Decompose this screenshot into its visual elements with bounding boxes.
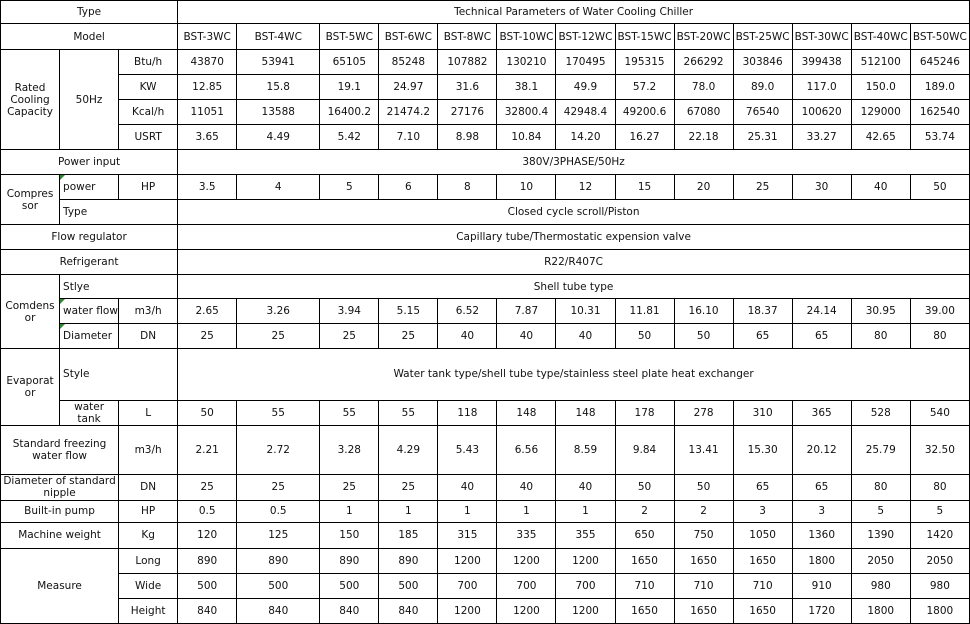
value-cell: 150 [320,522,379,548]
value-cell: 55 [379,400,438,425]
value-cell: 148 [497,400,556,425]
value-cell: 1200 [556,548,615,573]
value-cell: 500 [379,573,438,598]
pump-row [1,500,970,522]
unit-cell: HP [119,175,178,200]
value-cell: 7.87 [497,299,556,324]
value-cell: 6.56 [497,425,556,474]
value-cell: 162540 [910,100,969,125]
unit-cell: Kcal/h [119,100,178,125]
value-cell: 40 [497,474,556,500]
value-cell: 980 [910,573,969,598]
condenser-label: Comdens or [1,275,60,349]
value-cell: 189.0 [910,75,969,100]
value-cell: 10 [497,175,556,200]
value-cell: 700 [438,573,497,598]
value-cell: 40 [851,175,910,200]
value-cell: 57.2 [615,75,674,100]
flow-regulator-row [1,225,970,250]
refrigerant-row [1,250,970,275]
value-cell: 303846 [733,50,792,75]
value-cell: 67080 [674,100,733,125]
value-cell: 43870 [178,50,237,75]
model-label: Model [1,24,178,50]
unit-cell: DN [119,324,178,349]
model-cell: BST-50WC [910,24,969,50]
condenser-flow-label: water flow [60,299,119,324]
value-cell: 30 [792,175,851,200]
value-cell: 25 [237,324,320,349]
value-cell: 710 [733,573,792,598]
value-cell: 3.28 [320,425,379,474]
value-cell: 840 [237,598,320,623]
value-cell: 315 [438,522,497,548]
unit-cell: USRT [119,125,178,150]
value-cell: 840 [379,598,438,623]
model-cell: BST-40WC [851,24,910,50]
model-cell: BST-5WC [320,24,379,50]
condenser-style-row [1,275,970,299]
value-cell: 80 [910,324,969,349]
value-cell: 148 [556,400,615,425]
value-cell: 500 [237,573,320,598]
value-cell: 3 [792,500,851,522]
power-input-row [1,150,970,175]
value-cell: 2 [674,500,733,522]
value-cell: 40 [438,474,497,500]
value-cell: 3.94 [320,299,379,324]
table-title: Technical Parameters of Water Cooling Chiller [178,1,970,24]
value-cell: 5 [320,175,379,200]
evaporator-style-label: Style [60,349,178,400]
value-cell: 1200 [438,598,497,623]
condenser-diameter-label: Diameter [60,324,119,349]
value-cell: 6 [379,175,438,200]
value-cell: 3.65 [178,125,237,150]
nipple-row [1,474,970,500]
value-cell: 25 [379,324,438,349]
value-cell: 40 [556,324,615,349]
value-cell: 15 [615,175,674,200]
unit-cell: DN [119,474,178,500]
value-cell: 49200.6 [615,100,674,125]
measure-label: Measure [1,548,119,623]
model-cell: BST-6WC [379,24,438,50]
value-cell: 15.30 [733,425,792,474]
value-cell: 24.14 [792,299,851,324]
water-tank-row [1,400,970,425]
kw-row [1,75,970,100]
compressor-power-label: power [60,175,119,200]
value-cell: 195315 [615,50,674,75]
value-cell: 910 [792,573,851,598]
value-cell: 13.41 [674,425,733,474]
value-cell: 1420 [910,522,969,548]
unit-cell: m3/h [119,299,178,324]
value-cell: 700 [556,573,615,598]
pump-label: Built-in pump [1,500,119,522]
value-cell: 40 [438,324,497,349]
value-cell: 2050 [910,548,969,573]
value-cell: 20.12 [792,425,851,474]
frequency-label: 50Hz [60,50,119,150]
value-cell: 65105 [320,50,379,75]
value-cell: 16.27 [615,125,674,150]
value-cell: 89.0 [733,75,792,100]
value-cell: 6.52 [438,299,497,324]
value-cell: 76540 [733,100,792,125]
value-cell: 890 [320,548,379,573]
value-cell: 53941 [237,50,320,75]
power-input-value: 380V/3PHASE/50Hz [178,150,970,175]
value-cell: 170495 [556,50,615,75]
refrigerant-label: Refrigerant [1,250,178,275]
water-tank-label: water tank [60,400,119,425]
value-cell: 40 [497,324,556,349]
btu-row [1,50,970,75]
value-cell: 1 [379,500,438,522]
value-cell: 14.20 [556,125,615,150]
evaporator-label: Evaporat or [1,349,60,425]
compressor-type-label: Type [60,200,178,225]
value-cell: 13588 [237,100,320,125]
value-cell: 40 [556,474,615,500]
unit-cell: Wide [119,573,178,598]
value-cell: 10.84 [497,125,556,150]
value-cell: 25 [320,324,379,349]
value-cell: 1650 [733,548,792,573]
value-cell: 355 [556,522,615,548]
value-cell: 107882 [438,50,497,75]
value-cell: 645246 [910,50,969,75]
value-cell: 4 [237,175,320,200]
value-cell: 890 [237,548,320,573]
value-cell: 8.98 [438,125,497,150]
model-cell: BST-25WC [733,24,792,50]
value-cell: 278 [674,400,733,425]
value-cell: 20 [674,175,733,200]
value-cell: 100620 [792,100,851,125]
unit-cell: Btu/h [119,50,178,75]
value-cell: 32800.4 [497,100,556,125]
unit-cell: KW [119,75,178,100]
value-cell: 3.26 [237,299,320,324]
model-cell: BST-15WC [615,24,674,50]
value-cell: 750 [674,522,733,548]
value-cell: 80 [851,324,910,349]
value-cell: 2.65 [178,299,237,324]
value-cell: 85248 [379,50,438,75]
condenser-style-label: Stlye [60,275,178,299]
model-row [1,24,970,50]
value-cell: 33.27 [792,125,851,150]
value-cell: 65 [792,474,851,500]
value-cell: 365 [792,400,851,425]
long-row [1,548,970,573]
value-cell: 710 [615,573,674,598]
value-cell: 55 [237,400,320,425]
value-cell: 890 [178,548,237,573]
value-cell: 335 [497,522,556,548]
value-cell: 120 [178,522,237,548]
model-cell: BST-8WC [438,24,497,50]
condenser-style-value: Shell tube type [178,275,970,299]
value-cell: 1200 [497,598,556,623]
value-cell: 1 [497,500,556,522]
value-cell: 130210 [497,50,556,75]
value-cell: 25 [320,474,379,500]
value-cell: 24.97 [379,75,438,100]
value-cell: 5.42 [320,125,379,150]
value-cell: 25 [733,175,792,200]
value-cell: 500 [320,573,379,598]
value-cell: 50 [615,324,674,349]
value-cell: 25 [237,474,320,500]
value-cell: 266292 [674,50,733,75]
power-input-label: Power input [1,150,178,175]
value-cell: 25 [178,474,237,500]
value-cell: 540 [910,400,969,425]
value-cell: 4.49 [237,125,320,150]
unit-cell: Height [119,598,178,623]
unit-cell: Kg [119,522,178,548]
model-cell: BST-3WC [178,24,237,50]
value-cell: 500 [178,573,237,598]
unit-cell: HP [119,500,178,522]
value-cell: 1800 [910,598,969,623]
value-cell: 117.0 [792,75,851,100]
value-cell: 0.5 [178,500,237,522]
value-cell: 12 [556,175,615,200]
value-cell: 1800 [851,598,910,623]
value-cell: 22.18 [674,125,733,150]
nipple-label: Diameter of standard nipple [1,474,119,500]
value-cell: 10.31 [556,299,615,324]
value-cell: 890 [379,548,438,573]
value-cell: 399438 [792,50,851,75]
value-cell: 1800 [792,548,851,573]
value-cell: 55 [320,400,379,425]
value-cell: 1050 [733,522,792,548]
standard-water-flow-label: Standard freezing water flow [1,425,119,474]
value-cell: 21474.2 [379,100,438,125]
value-cell: 16400.2 [320,100,379,125]
rated-cooling-capacity-label: Rated Cooling Capacity [1,50,60,150]
value-cell: 8.59 [556,425,615,474]
value-cell: 11051 [178,100,237,125]
compressor-type-row [1,200,970,225]
model-cell: BST-30WC [792,24,851,50]
value-cell: 1360 [792,522,851,548]
value-cell: 1200 [556,598,615,623]
value-cell: 2.21 [178,425,237,474]
value-cell: 25.31 [733,125,792,150]
value-cell: 18.37 [733,299,792,324]
value-cell: 25.79 [851,425,910,474]
type-label: Type [1,1,178,24]
value-cell: 49.9 [556,75,615,100]
condenser-flow-row [1,299,970,324]
value-cell: 50 [910,175,969,200]
value-cell: 1650 [733,598,792,623]
value-cell: 5.15 [379,299,438,324]
model-cell: BST-20WC [674,24,733,50]
usrt-row [1,125,970,150]
model-cell: BST-4WC [237,24,320,50]
value-cell: 1650 [674,548,733,573]
model-cell: BST-10WC [497,24,556,50]
value-cell: 1 [438,500,497,522]
compressor-type-value: Closed cycle scroll/Piston [178,200,970,225]
condenser-diameter-row [1,324,970,349]
value-cell: 39.00 [910,299,969,324]
compressor-label: Compres sor [1,175,60,225]
value-cell: 12.85 [178,75,237,100]
value-cell: 980 [851,573,910,598]
value-cell: 310 [733,400,792,425]
value-cell: 512100 [851,50,910,75]
wide-row [1,573,970,598]
value-cell: 27176 [438,100,497,125]
value-cell: 150.0 [851,75,910,100]
value-cell: 8 [438,175,497,200]
value-cell: 4.29 [379,425,438,474]
value-cell: 5.43 [438,425,497,474]
value-cell: 50 [615,474,674,500]
value-cell: 710 [674,573,733,598]
value-cell: 16.10 [674,299,733,324]
value-cell: 700 [497,573,556,598]
value-cell: 3 [733,500,792,522]
value-cell: 1650 [674,598,733,623]
value-cell: 2 [615,500,674,522]
standard-water-flow-row [1,425,970,474]
value-cell: 9.84 [615,425,674,474]
value-cell: 80 [851,474,910,500]
value-cell: 11.81 [615,299,674,324]
value-cell: 53.74 [910,125,969,150]
value-cell: 2050 [851,548,910,573]
evaporator-style-value: Water tank type/shell tube type/stainless steel plate heat exchanger [178,349,970,400]
value-cell: 78.0 [674,75,733,100]
unit-cell: m3/h [119,425,178,474]
value-cell: 650 [615,522,674,548]
value-cell: 19.1 [320,75,379,100]
value-cell: 1720 [792,598,851,623]
value-cell: 42.65 [851,125,910,150]
value-cell: 31.6 [438,75,497,100]
value-cell: 5 [910,500,969,522]
value-cell: 5 [851,500,910,522]
value-cell: 80 [910,474,969,500]
value-cell: 2.72 [237,425,320,474]
value-cell: 178 [615,400,674,425]
value-cell: 25 [178,324,237,349]
value-cell: 32.50 [910,425,969,474]
compressor-power-row [1,175,970,200]
value-cell: 1 [556,500,615,522]
kcal-row [1,100,970,125]
value-cell: 1200 [497,548,556,573]
flow-regulator-value: Capillary tube/Thermostatic expension valve [178,225,970,250]
refrigerant-value: R22/R407C [178,250,970,275]
value-cell: 528 [851,400,910,425]
value-cell: 65 [733,324,792,349]
value-cell: 1200 [438,548,497,573]
height-row [1,598,970,623]
type-row [1,1,970,24]
flow-regulator-label: Flow regulator [1,225,178,250]
value-cell: 840 [320,598,379,623]
value-cell: 1650 [615,598,674,623]
value-cell: 65 [733,474,792,500]
evaporator-style-row [1,349,970,400]
value-cell: 129000 [851,100,910,125]
weight-row [1,522,970,548]
value-cell: 3.5 [178,175,237,200]
value-cell: 1 [320,500,379,522]
value-cell: 50 [674,474,733,500]
value-cell: 38.1 [497,75,556,100]
unit-cell: L [119,400,178,425]
value-cell: 7.10 [379,125,438,150]
value-cell: 65 [792,324,851,349]
value-cell: 15.8 [237,75,320,100]
value-cell: 125 [237,522,320,548]
value-cell: 30.95 [851,299,910,324]
unit-cell: Long [119,548,178,573]
value-cell: 42948.4 [556,100,615,125]
model-cell: BST-12WC [556,24,615,50]
value-cell: 118 [438,400,497,425]
weight-label: Machine weight [1,522,119,548]
value-cell: 50 [178,400,237,425]
value-cell: 0.5 [237,500,320,522]
value-cell: 1390 [851,522,910,548]
value-cell: 185 [379,522,438,548]
value-cell: 50 [674,324,733,349]
value-cell: 840 [178,598,237,623]
value-cell: 25 [379,474,438,500]
value-cell: 1650 [615,548,674,573]
